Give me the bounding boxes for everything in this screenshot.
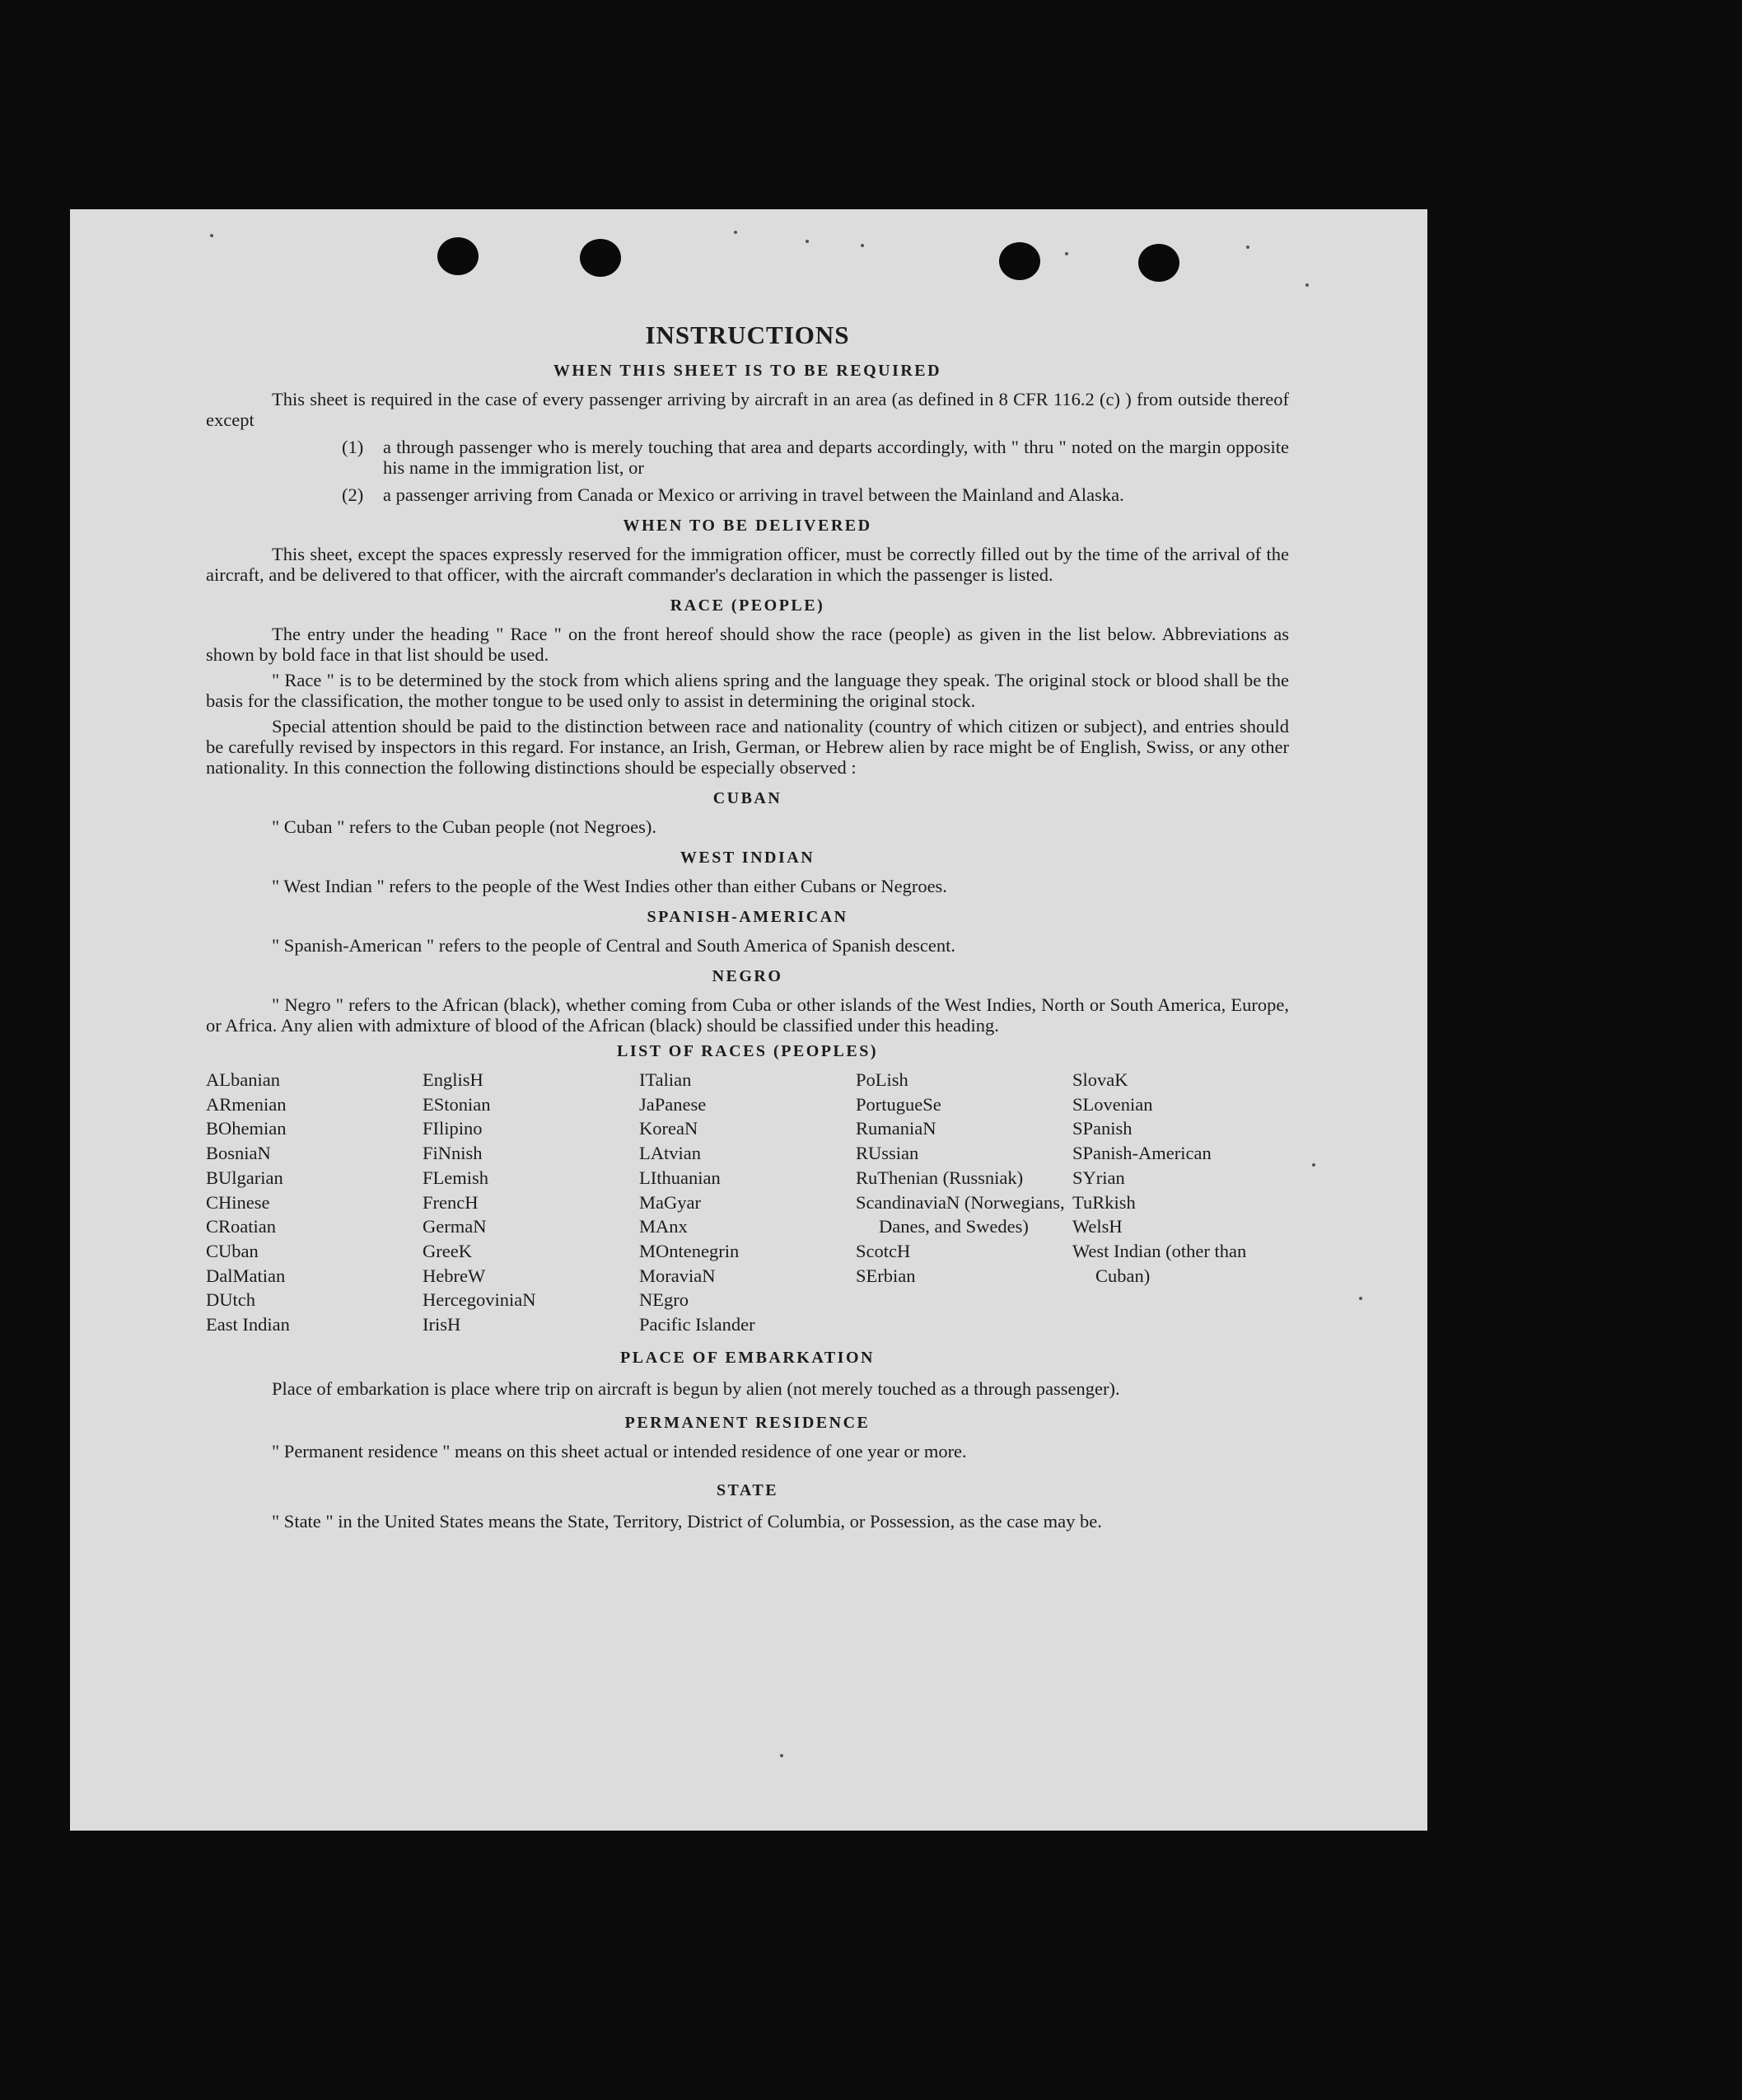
race-item: RUssian [856,1143,919,1164]
race-item: East Indian [206,1314,290,1335]
race-item: IrisH [423,1314,461,1335]
section-heading: SPANISH-AMERICAN [647,908,848,926]
races-column [856,1068,1072,1337]
race-item: WelsH [1072,1216,1123,1237]
punch-hole [1138,244,1179,282]
race-item: FrencH [423,1191,479,1213]
section-heading: PLACE OF EMBARKATION [620,1348,875,1367]
section-heading: CUBAN [712,789,782,807]
race-item: CRoatian [206,1216,276,1237]
section-heading: WHEN THIS SHEET IS TO BE REQUIRED [553,362,942,380]
paragraph: The entry under the heading " Race " on the front hereof should show the race (people) as given in the list below. Abbreviations as shown by bold face in that list should be used. [206,624,1289,665]
list-item [342,484,1289,505]
section-heading: RACE (PEOPLE) [670,596,825,615]
race-item: EStonian [423,1093,491,1115]
race-item: HebreW [423,1265,486,1286]
section-heading: STATE [716,1480,779,1499]
race-item: ITalian [639,1069,692,1090]
race-item: BOhemian [206,1118,287,1139]
page-title: INSTRUCTIONS [645,320,850,349]
paragraph: This sheet, except the spaces expressly reserved for the immigration officer, must be correctly filled out by the time of the arrival of the aircraft, and be delivered to that officer, with the aircraft commander's declaration in which the passenger is listed. [206,544,1289,585]
race-item: ScandinaviaN (Norwegians, Danes, and Swedes) [856,1191,1065,1237]
race-item: TuRkish [1072,1191,1136,1213]
paragraph: " Permanent residence " means on this sheet actual or intended residence of one year or more. [272,1440,967,1462]
race-item: DalMatian [206,1265,286,1286]
race-item: DUtch [206,1289,255,1311]
race-item: SlovaK [1072,1069,1128,1090]
race-item: SPanish-American [1072,1143,1212,1164]
race-item: PoLish [856,1069,908,1090]
item-number: (1) [342,437,364,457]
races-list [206,1068,1289,1337]
paragraph: Special attention should be paid to the distinction between race and nationality (country of which citizen or subject), and entries should be carefully revised by inspectors in this regard. For instance, an Irish, German, or Hebrew alien by race might be of English, Swiss, or any other nationality. In this connection the following distinctions should be especially observed : [206,716,1289,778]
race-item: RuThenian (Russniak) [856,1167,1024,1188]
paragraph: " Spanish-American " refers to the people of Central and South America of Spanish descent. [272,935,956,956]
races-column [206,1068,423,1337]
race-item: EnglisH [423,1069,483,1090]
race-item: West Indian (other than Cuban) [1072,1240,1247,1286]
paragraph: " West Indian " refers to the people of the West Indies other than either Cubans or Negroes. [272,876,947,896]
race-item: BUlgarian [206,1167,283,1188]
race-item: ARmenian [206,1093,287,1115]
instructions-content [206,320,1289,1535]
section-heading: NEGRO [712,967,783,985]
races-column [1072,1068,1289,1337]
race-item: SLovenian [1072,1093,1153,1115]
section-heading: LIST OF RACES (PEOPLES) [616,1042,878,1060]
race-item: ALbanian [206,1069,280,1090]
race-item: MOntenegrin [639,1240,740,1261]
punch-hole [580,239,621,277]
races-column [423,1068,639,1337]
item-number: (2) [342,484,364,505]
item-text: a passenger arriving from Canada or Mexico or arriving in travel between the Mainland and Alaska. [383,484,1124,505]
race-item: FiNnish [423,1143,483,1164]
paragraph: " Cuban " refers to the Cuban people (not Negroes). [272,816,656,837]
race-item: BosniaN [206,1143,271,1164]
race-item: FLemish [423,1167,489,1188]
race-item: LIthuanian [639,1167,721,1188]
race-item: GermaN [423,1216,487,1237]
race-item: MaGyar [639,1191,701,1213]
race-item: CUban [206,1240,259,1261]
paragraph: Place of embarkation is place where trip on aircraft is begun by alien (not merely touched as a through passenger). [272,1377,1120,1399]
paragraph: " State " in the United States means the State, Territory, District of Columbia, or Possession, as the case may be. [272,1510,1102,1532]
race-item: FIlipino [423,1118,483,1139]
race-item: ScotcH [856,1240,911,1261]
section-heading: WEST INDIAN [680,849,815,867]
race-item: Pacific Islander [639,1314,755,1335]
race-item: CHinese [206,1191,270,1213]
race-item: SYrian [1072,1167,1125,1188]
race-item: NEgro [639,1289,689,1311]
punch-hole [437,237,479,275]
race-item: RumaniaN [856,1118,936,1139]
section-heading: WHEN TO BE DELIVERED [623,517,872,535]
race-item: MAnx [639,1216,688,1237]
paragraph: This sheet is required in the case of every passenger arriving by aircraft in an area (as defined in 8 CFR 116.2 (c) ) from outside thereof except [206,389,1289,430]
punch-hole [999,242,1040,280]
section-heading: PERMANENT RESIDENCE [624,1413,871,1432]
paragraph: " Race " is to be determined by the stock from which aliens spring and the language they speak. The original stock or blood shall be the basis for the classification, the mother tongue to be used only to assist in determining the original stock. [206,670,1289,711]
race-item: SPanish [1072,1118,1133,1139]
race-item: JaPanese [639,1093,707,1115]
race-item: PortugueSe [856,1093,941,1115]
race-item: KoreaN [639,1118,698,1139]
race-item: SErbian [856,1265,916,1286]
races-column [639,1068,856,1337]
race-item: GreeK [423,1240,472,1261]
document-sheet [70,209,1427,1831]
race-item: MoraviaN [639,1265,716,1286]
paragraph: " Negro " refers to the African (black), whether coming from Cuba or other islands of the West Indies, North or South America, Europe, or Africa. Any alien with admixture of blood of the African (black) should be classified under this heading. [206,994,1289,1036]
race-item: LAtvian [639,1143,701,1164]
race-item: HercegoviniaN [423,1289,536,1311]
list-item [342,437,1289,478]
item-text: a through passenger who is merely touching that area and departs accordingly, with " thru " noted on the margin opposite his name in the immigration list, or [383,437,1289,478]
